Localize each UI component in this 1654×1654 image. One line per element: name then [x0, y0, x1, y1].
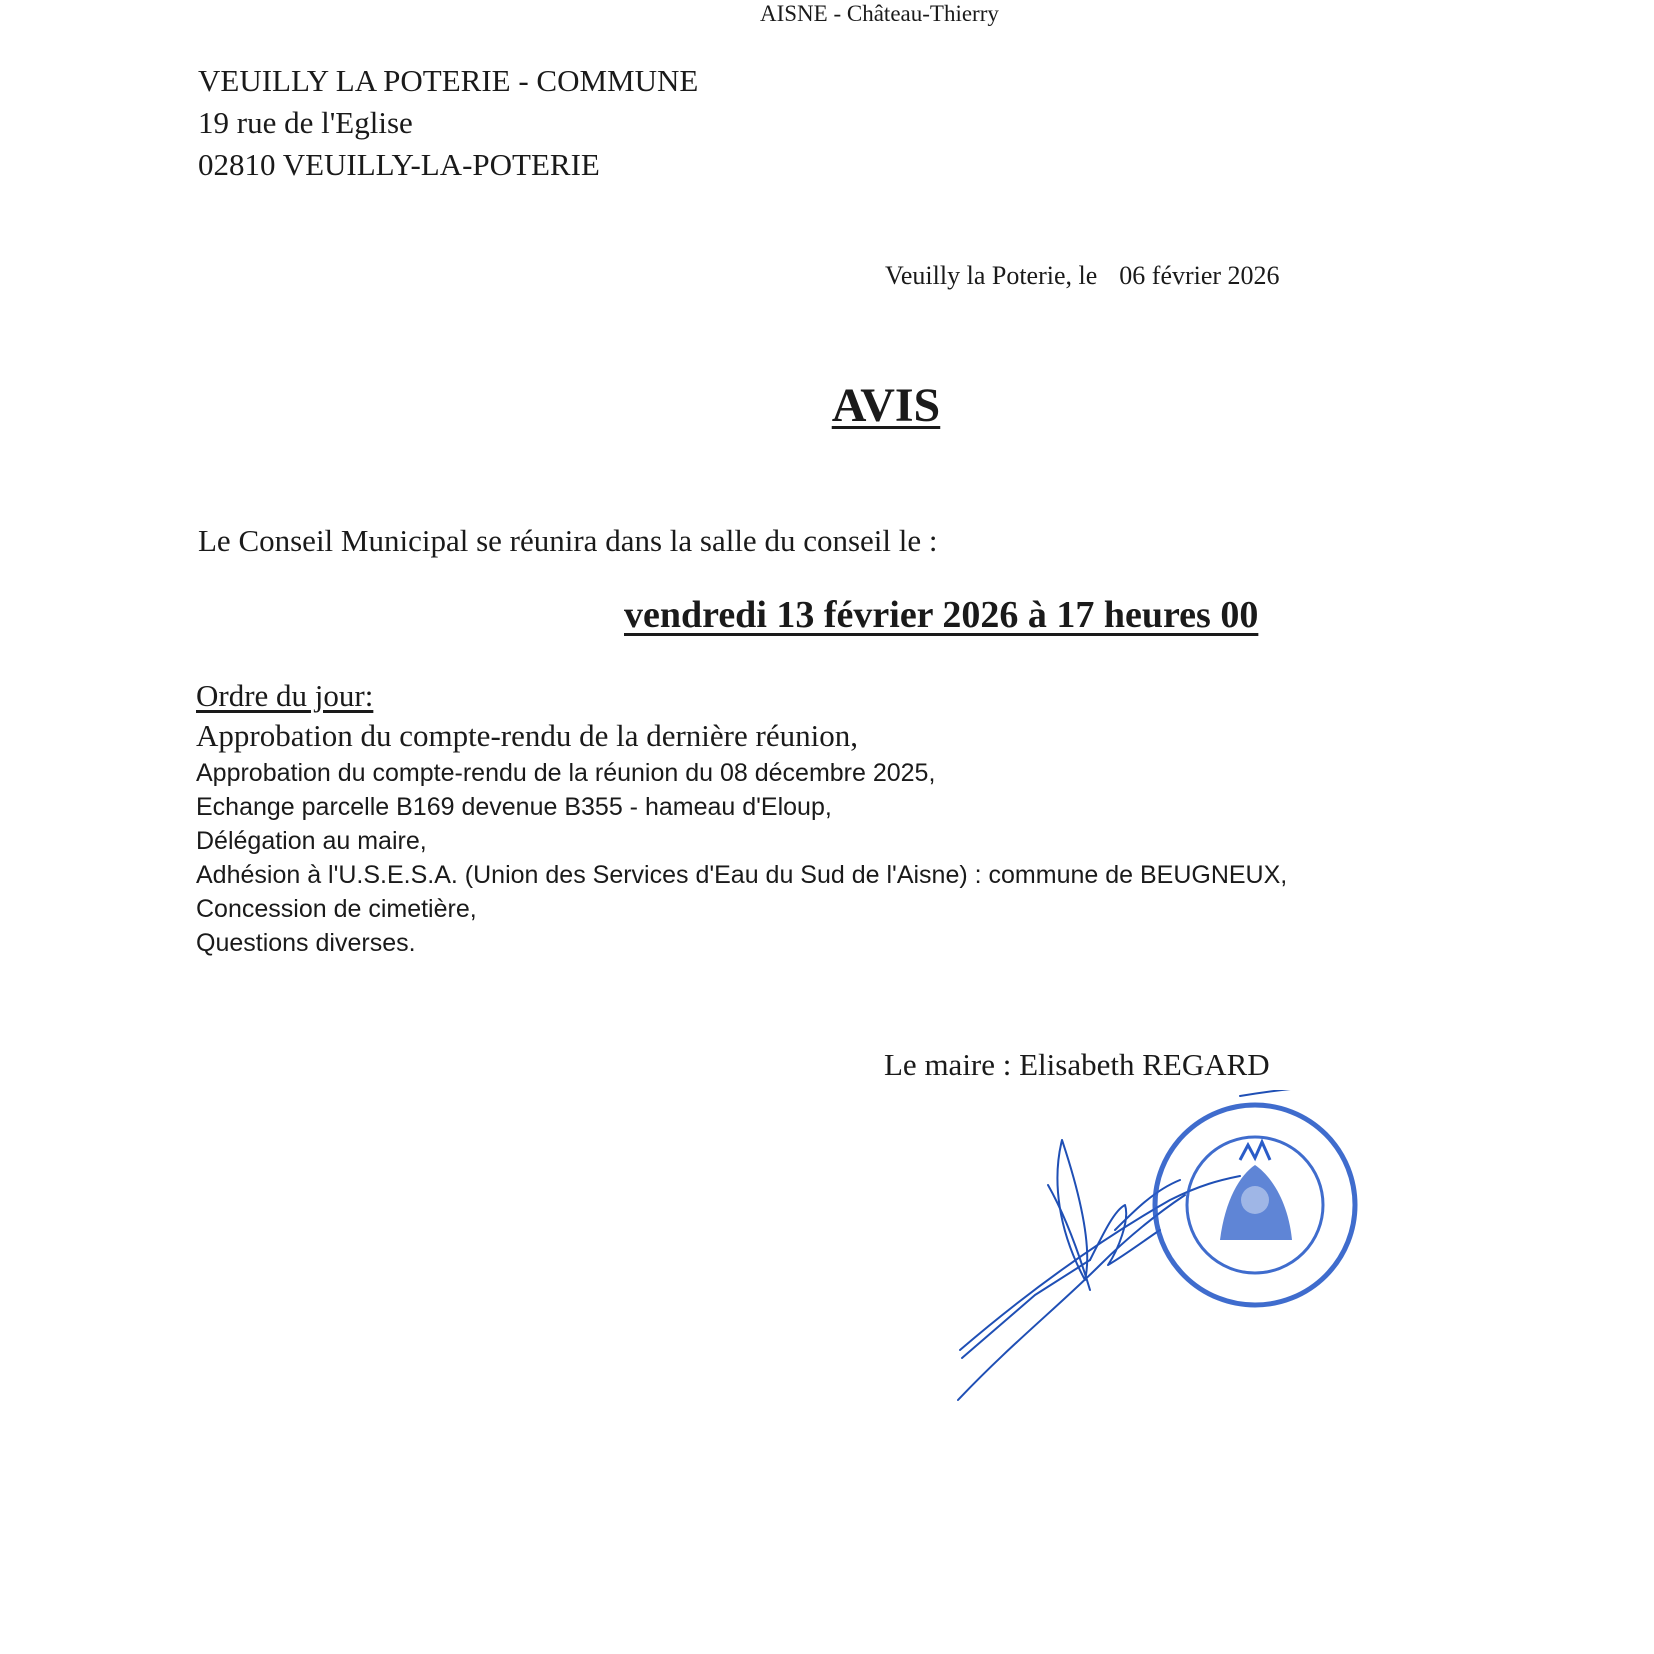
date-value: 06 février 2026 — [1119, 261, 1280, 290]
handwritten-signature — [958, 1090, 1380, 1400]
agenda-section — [196, 676, 1287, 960]
date-place: Veuilly la Poterie, le — [885, 261, 1098, 290]
municipal-stamp — [1155, 1105, 1355, 1305]
signatory: Le maire : Elisabeth REGARD — [884, 1047, 1270, 1082]
agenda-item: Approbation du compte-rendu de la réunion du 08 décembre 2025, — [196, 759, 936, 787]
notice-title-text: AVIS — [831, 379, 941, 432]
sender-city: 02810 VEUILLY-LA-POTERIE — [198, 147, 600, 182]
agenda-item: Concession de cimetière, — [196, 895, 477, 923]
notice-title — [0, 378, 1654, 434]
signature-block — [940, 1090, 1420, 1420]
sender-address — [198, 60, 698, 186]
agenda-heading: Ordre du jour: — [196, 678, 374, 713]
agenda-item: Questions diverses. — [196, 929, 416, 957]
agenda-item: Echange parcelle B169 devenue B355 - hameau d'Eloup, — [196, 793, 832, 821]
department-header: AISNE - Château-Thierry — [760, 1, 999, 26]
agenda-list — [196, 756, 1287, 960]
agenda-item: Adhésion à l'U.S.E.S.A. (Union des Services d'Eau du Sud de l'Aisne) : commune de BEUGNEUX, — [196, 861, 1288, 889]
sender-street: 19 rue de l'Eglise — [198, 105, 413, 140]
meeting-datetime: vendredi 13 février 2026 à 17 heures 00 — [624, 594, 1259, 636]
date-line — [885, 260, 1280, 292]
signature-stamp-graphic — [940, 1090, 1420, 1420]
agenda-item: Approbation du compte-rendu de la dernière réunion, — [196, 718, 858, 753]
agenda-item: Délégation au maire, — [196, 827, 427, 855]
intro-text: Le Conseil Municipal se réunira dans la salle du conseil le : — [198, 523, 938, 558]
sender-name: VEUILLY LA POTERIE - COMMUNE — [198, 63, 699, 98]
